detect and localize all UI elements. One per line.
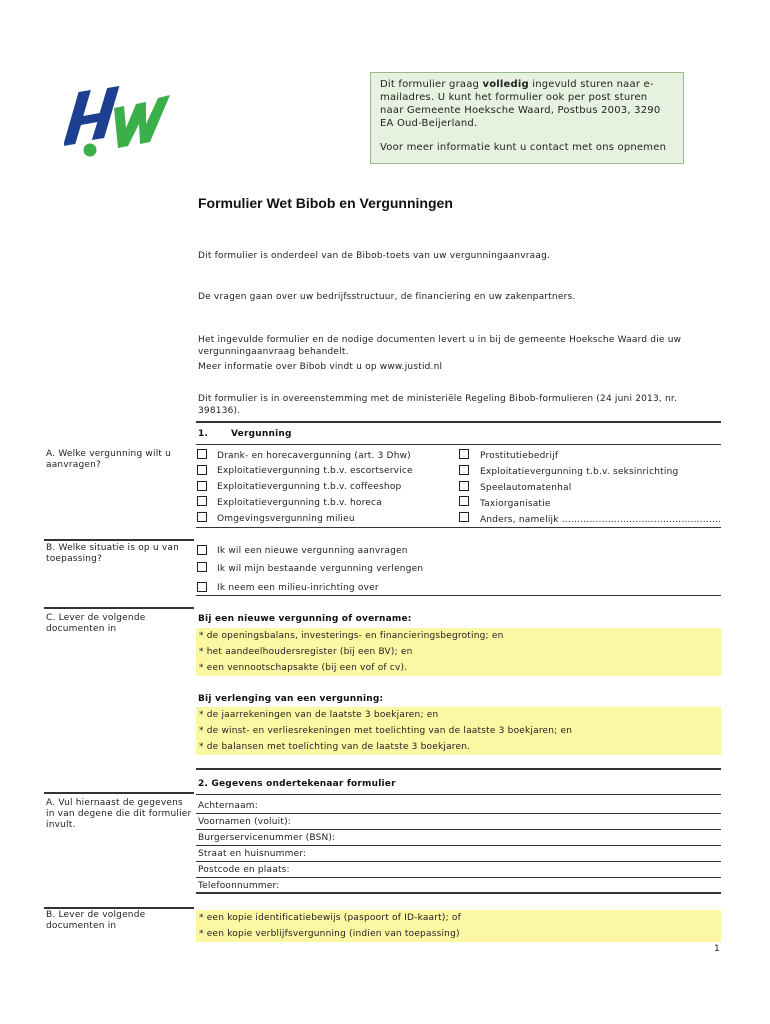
checkbox-new-license[interactable] [197, 545, 207, 555]
section2-divider [196, 768, 721, 770]
checkbox-seksinrichting[interactable] [459, 465, 469, 475]
option-label: Prostitutiebedrijf [480, 451, 559, 461]
option-label: Anders, namelijk ……………………………………………. [480, 515, 722, 525]
section1-title: Vergunning [231, 429, 292, 439]
situation-label: Ik neem een milieu-inrichting over [217, 583, 379, 593]
renew-doc-item: * de balansen met toelichting van de laatste 3 boekjaren. [196, 739, 721, 755]
section2-a-label: A. Vul hiernaast de gegevens in van degene die dit formulier invult. [46, 798, 192, 830]
option-label: Exploitatievergunning t.b.v. seksinrichting [480, 467, 679, 477]
logo-w-letter [114, 95, 170, 148]
new-doc-item: * een vennootschapsakte (bij een vof of cv). [196, 660, 721, 676]
checkbox-take-over[interactable] [197, 582, 207, 592]
section2-title: 2. Gegevens ondertekenaar formulier [198, 779, 396, 789]
situation-label: Ik wil mijn bestaande vergunning verlengen [217, 564, 424, 574]
situation-label: Ik wil een nieuwe vergunning aanvragen [217, 546, 408, 556]
section1-underline [196, 444, 721, 445]
checkbox-omgevingsvergunning[interactable] [197, 512, 207, 522]
checkbox-coffeeshop[interactable] [197, 481, 207, 491]
renew-doc-item: * de winst- en verliesrekeningen met toelichting van de laatste 3 boekjaren; en [196, 723, 721, 739]
option-label: Omgevingsvergunning milieu [217, 514, 355, 524]
checkbox-taxiorganisatie[interactable] [459, 496, 469, 506]
id-doc-item: * een kopie verblijfsvergunning (indien van toepassing) [196, 926, 721, 942]
question-c-divider [44, 607, 194, 609]
section2-b-divider [44, 907, 194, 909]
section2-b-label: B. Lever de volgende documenten in [46, 910, 146, 931]
question-a-divider [196, 527, 721, 528]
option-label: Drank- en horecavergunning (art. 3 Dhw) [217, 451, 411, 461]
intro-p4: Meer informatie over Bibob vindt u op www.justid.nl [198, 362, 443, 372]
intro-p1: Dit formulier is onderdeel van de Bibob-toets van uw vergunningaanvraag. [198, 251, 551, 261]
checkbox-drank-horeca[interactable] [197, 449, 207, 459]
form-title: Formulier Wet Bibob en Vergunningen [198, 195, 453, 211]
section2-underline [196, 794, 721, 795]
question-b-label: B. Welke situatie is op u van toepassing? [46, 543, 179, 564]
section1-divider [196, 421, 721, 423]
option-label: Exploitatievergunning t.b.v. coffeeshop [217, 482, 402, 492]
checkbox-escortservice[interactable] [197, 465, 207, 475]
intro-p2: De vragen gaan over uw bedrijfsstructuur, de financiering en uw zakenpartners. [198, 292, 576, 302]
infobox-instructions: Dit formulier graag volledig ingevuld sturen naar e-mailadres. U kunt het formulier ook per post sturen naar Gemeente Hoeksche Waard, Postbus 2003, 3290 EA Oud-Beijerland. [380, 79, 661, 129]
option-label: Speelautomatenhal [480, 483, 572, 493]
intro-p3: Het ingevulde formulier en de nodige documenten levert u in bij de gemeente Hoeksche Waard die uw vergunningaanvraag behandelt. [198, 335, 682, 357]
field-postcode[interactable]: Postcode en plaats: [196, 862, 721, 878]
option-label: Taxiorganisatie [480, 499, 551, 509]
question-c-label: C. Lever de volgende documenten in [46, 613, 146, 634]
checkbox-anders[interactable] [459, 512, 469, 522]
new-license-header: Bij een nieuwe vergunning of overname: [198, 614, 412, 624]
contact-info-box [370, 72, 684, 164]
field-voornamen[interactable]: Voornamen (voluit): [196, 814, 721, 830]
checkbox-speelautomatenhal[interactable] [459, 481, 469, 491]
question-a-label: A. Welke vergunning wilt u aanvragen? [46, 449, 172, 470]
infobox-contact: Voor meer informatie kunt u contact met ons opnemen [380, 142, 667, 153]
new-doc-item: * de openingsbalans, investerings- en financieringsbegroting; en [196, 628, 721, 644]
checkbox-renew-license[interactable] [197, 562, 207, 572]
section2-a-divider [44, 792, 194, 794]
question-b-bottom-divider [196, 595, 721, 596]
section1-number: 1. [198, 429, 209, 439]
checkbox-horeca[interactable] [197, 496, 207, 506]
field-achternaam[interactable]: Achternaam: [196, 798, 721, 814]
new-doc-item: * het aandeelhoudersregister (bij een BV); en [196, 644, 721, 660]
intro-p5: Dit formulier is in overeenstemming met de ministeriële Regeling Bibob-formulieren (24 juni 2013, nr. 398136). [198, 394, 678, 416]
field-telefoon[interactable]: Telefoonnummer: [196, 878, 721, 894]
id-doc-item: * een kopie identificatiebewijs (paspoort of ID-kaart); of [196, 910, 721, 926]
page-number: 1 [714, 944, 720, 954]
logo-h-letter [64, 86, 119, 146]
hw-logo [64, 82, 184, 157]
option-label: Exploitatievergunning t.b.v. horeca [217, 498, 382, 508]
option-label: Exploitatievergunning t.b.v. escortservice [217, 466, 413, 476]
field-straat[interactable]: Straat en huisnummer: [196, 846, 721, 862]
field-bsn[interactable]: Burgerservicenummer (BSN): [196, 830, 721, 846]
logo-dot [84, 144, 97, 157]
renew-license-header: Bij verlenging van een vergunning: [198, 694, 384, 704]
checkbox-prostitutiebedrijf[interactable] [459, 449, 469, 459]
renew-doc-item: * de jaarrekeningen van de laatste 3 boekjaren; en [196, 707, 721, 723]
question-b-divider [44, 539, 194, 541]
